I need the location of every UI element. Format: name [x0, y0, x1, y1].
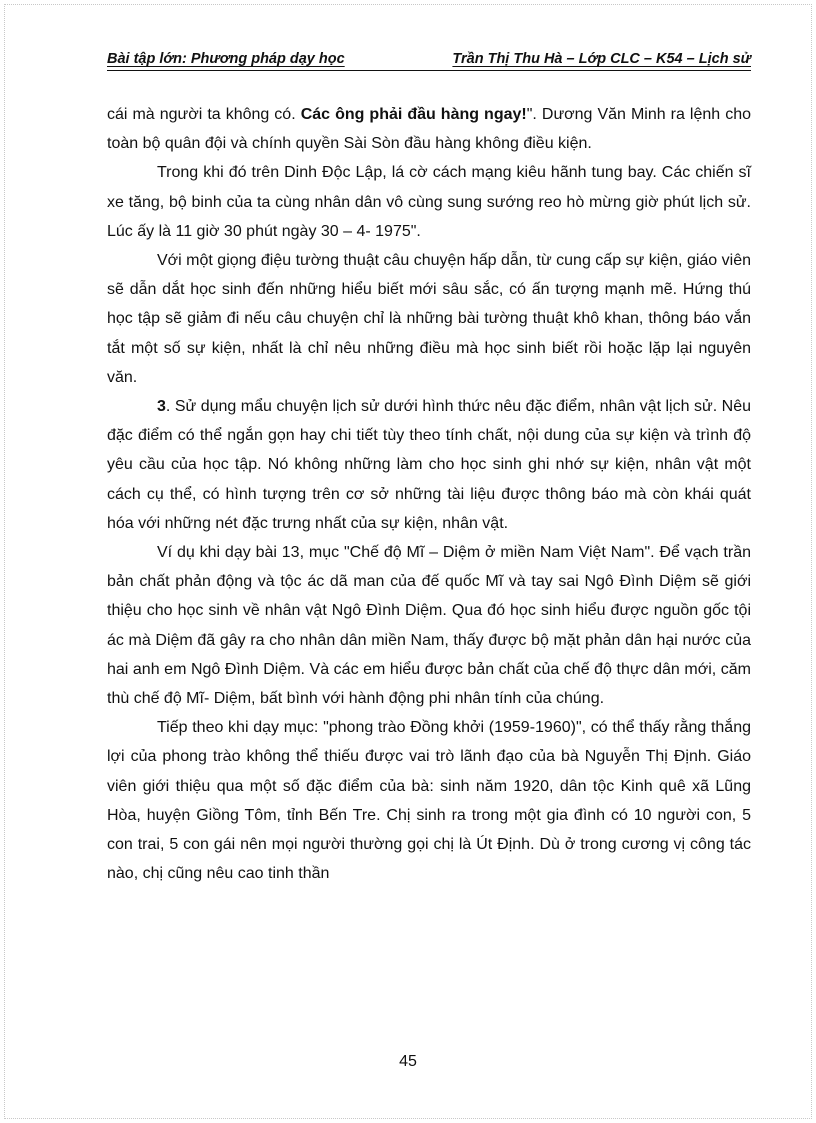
paragraph-1-bold-quote: Các ông phải đầu hàng ngay! [300, 106, 527, 123]
paragraph-6: Tiếp theo khi dạy mục: "phong trào Đồng khởi (1959-1960)", có thể thấy rằng thắng lợi của phong trào không thể thiếu được vai trò lãnh đạo của bà Nguyễn Thị Định. Giáo viên giới thiệu qua một số đặc điểm của bà: sinh năm 1920, dân tộc Kinh quê xã Lũng Hòa, huyện Giồng Tôm, tỉnh Bến Tre. Chị sinh ra trong một gia đình có 10 người con, 5 con trai, 5 con gái nên mọi người thường gọi chị là Út Định. Dù ở trong cương vị công tác nào, chị cũng nêu cao tinh thần [107, 719, 751, 883]
paragraph-5: Ví dụ khi dạy bài 13, mục "Chế độ Mĩ – Diệm ở miền Nam Việt Nam". Để vạch trần bản chất phản động và tộc ác dã man của đế quốc Mĩ và tay sai Ngô Đình Diệm sẽ giới thiệu cho học sinh về nhân vật Ngô Đình Diệm. Qua đó học sinh hiểu được nguồn gốc tội ác mà Diệm đã gây ra cho nhân dân miền Nam, thấy được bộ mặt phản dân hại nước của hai anh em Ngô Đình Diệm. Và các em hiểu được bản chất của chế độ thực dân mới, căm thù chế độ Mĩ- Diệm, bất bình với hành động phi nhân tính của chúng. [107, 544, 751, 708]
paragraph-4 [107, 392, 751, 538]
body-text [107, 100, 751, 888]
paragraph-1-end: ". Dương Văn Minh ra lệnh cho toàn bộ quân đội và chính quyền Sài Sòn đầu hàng không điều kiện. [107, 106, 752, 153]
paragraph-4-number: 3 [157, 398, 166, 416]
header-course-title: Bài tập lớn: Phương pháp dạy học [107, 51, 345, 67]
paragraph-3: Với một giọng điệu tường thuật câu chuyện hấp dẫn, từ cung cấp sự kiện, giáo viên sẽ dẫn dắt học sinh đến những hiểu biết mới sâu sắc, có ấn tượng mạnh mẽ. Hứng thú học tập sẽ giảm đi nếu câu chuyện chỉ là những bài tường thuật khô khan, thông báo vắn tắt một số sự kiện, nhất là chỉ nêu những điều mà học sinh biết rồi hoặc lặp lại nguyên văn. [107, 252, 751, 386]
running-header [107, 51, 751, 71]
paragraph-4-text: . Sử dụng mẩu chuyện lịch sử dưới hình thức nêu đặc điểm, nhân vật lịch sử. Nêu đặc điểm có thể ngắn gọn hay chi tiết tùy theo tính chất, nội dung của sự kiện và trình độ yêu cầu của học tập. Nó không những làm cho học sinh ghi nhớ sự kiện, nhân vật một cách cụ thể, có hình tượng trên cơ sở những tài liệu được thông báo mà còn khái quát hóa với những nét đặc trưng nhất của sự kiện, nhân vật. [107, 398, 751, 532]
header-author-class: Trần Thị Thu Hà – Lớp CLC – K54 – Lịch sử [452, 51, 751, 67]
paragraph-2: Trong khi đó trên Dinh Độc Lập, lá cờ cách mạng kiêu hãnh tung bay. Các chiến sĩ xe tăng, bộ binh của ta cùng nhân dân vô cùng sung sướng reo hò mừng giờ phút lịch sử. Lúc ấy là 11 giờ 30 phút ngày 30 – 4- 1975". [107, 164, 751, 240]
paragraph-1-start: cái mà người ta không có. [107, 106, 301, 123]
paragraph-1 [107, 100, 751, 158]
page-number: 45 [399, 1053, 417, 1070]
